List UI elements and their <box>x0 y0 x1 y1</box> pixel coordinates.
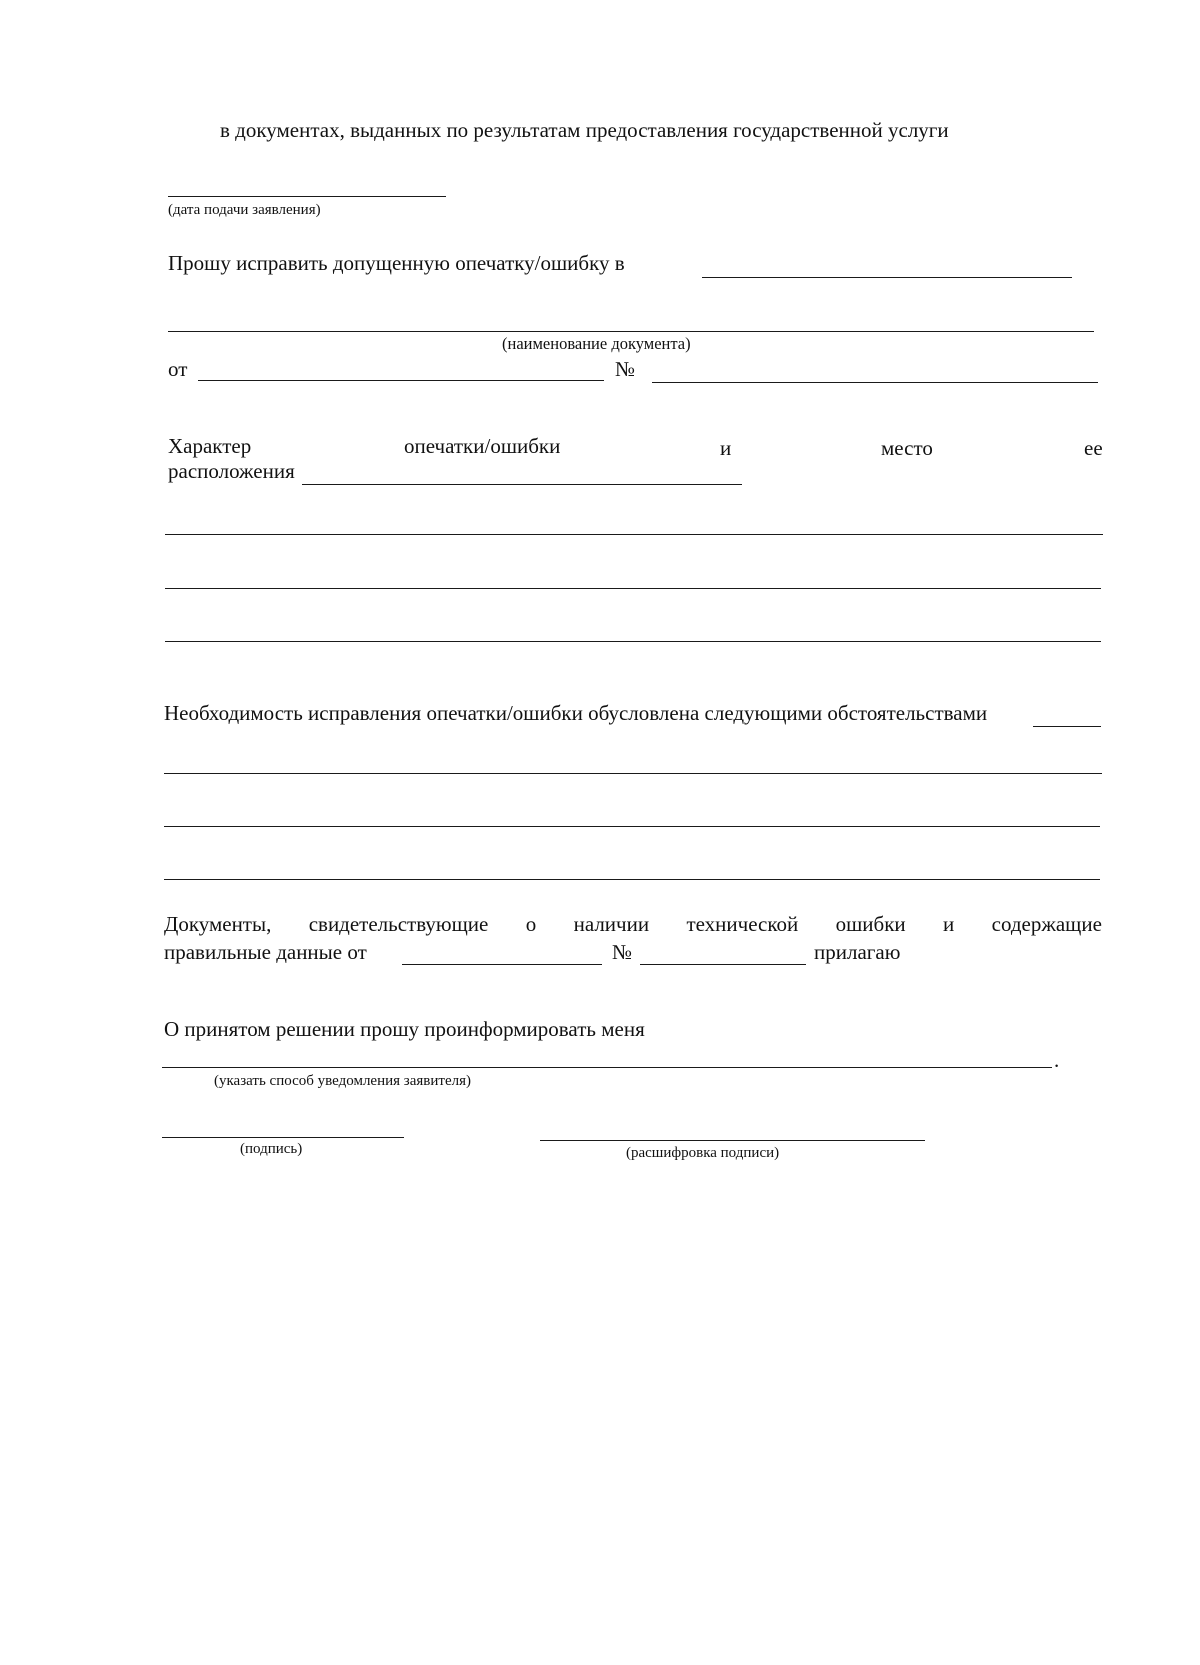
documents-text-line-2: правильные данные от <box>164 940 367 964</box>
error-description-line-3[interactable] <box>165 641 1101 642</box>
documents-word: содержащие <box>991 912 1102 936</box>
document-name-line[interactable] <box>168 331 1094 332</box>
number-label: № <box>615 357 636 381</box>
documents-text-line-1 <box>164 914 1102 935</box>
request-document-line[interactable] <box>702 277 1072 278</box>
notification-text: О принятом решении прошу проинформировать меня <box>164 1017 645 1041</box>
document-name-caption: (наименование документа) <box>502 334 691 353</box>
request-text: Прошу исправить допущенную опечатку/ошибку в <box>168 251 625 275</box>
documents-word: технической <box>686 912 799 936</box>
documents-word: и <box>943 912 955 936</box>
necessity-inline-line[interactable] <box>1033 726 1101 727</box>
error-location-line[interactable] <box>302 484 742 485</box>
date-field-caption: (дата подачи заявления) <box>168 202 321 218</box>
signature-decode-caption: (расшифровка подписи) <box>626 1145 780 1161</box>
documents-number-label: № <box>612 940 633 964</box>
necessity-line-3[interactable] <box>164 879 1100 880</box>
necessity-text: Необходимость исправления опечатки/ошибки обусловлена следующими обстоятельствами <box>164 701 988 725</box>
error-nature-word-6: расположения <box>168 459 295 483</box>
documents-word: о <box>525 912 537 936</box>
date-field-line[interactable] <box>168 196 446 197</box>
notification-caption: (указать способ уведомления заявителя) <box>214 1073 471 1089</box>
error-nature-word-1: Характер <box>168 434 252 458</box>
from-label: от <box>168 357 188 381</box>
signature-decode-line[interactable] <box>540 1140 925 1141</box>
notification-period: . <box>1054 1048 1060 1072</box>
error-description-line-2[interactable] <box>165 588 1101 589</box>
documents-word: Документы, <box>164 912 272 936</box>
signature-line[interactable] <box>162 1137 404 1138</box>
error-nature-word-4: место <box>881 436 933 460</box>
necessity-line-1[interactable] <box>164 773 1102 774</box>
form-heading: в документах, выданных по результатам предоставления государственной услуги <box>220 118 949 142</box>
from-date-line[interactable] <box>198 380 604 381</box>
necessity-line-2[interactable] <box>164 826 1100 827</box>
error-nature-word-2: опечатки/ошибки <box>404 434 561 458</box>
documents-word: наличии <box>573 912 650 936</box>
attach-label: прилагаю <box>814 940 901 964</box>
notification-method-line[interactable] <box>162 1067 1052 1068</box>
error-nature-word-5: ее <box>1084 436 1103 460</box>
error-nature-word-3: и <box>720 436 732 460</box>
document-number-line[interactable] <box>652 382 1098 383</box>
signature-caption: (подпись) <box>240 1141 303 1157</box>
documents-date-line[interactable] <box>402 964 602 965</box>
documents-word: ошибки <box>835 912 906 936</box>
documents-number-line[interactable] <box>640 964 806 965</box>
error-description-line-1[interactable] <box>165 534 1103 535</box>
documents-word: свидетельствующие <box>308 912 489 936</box>
